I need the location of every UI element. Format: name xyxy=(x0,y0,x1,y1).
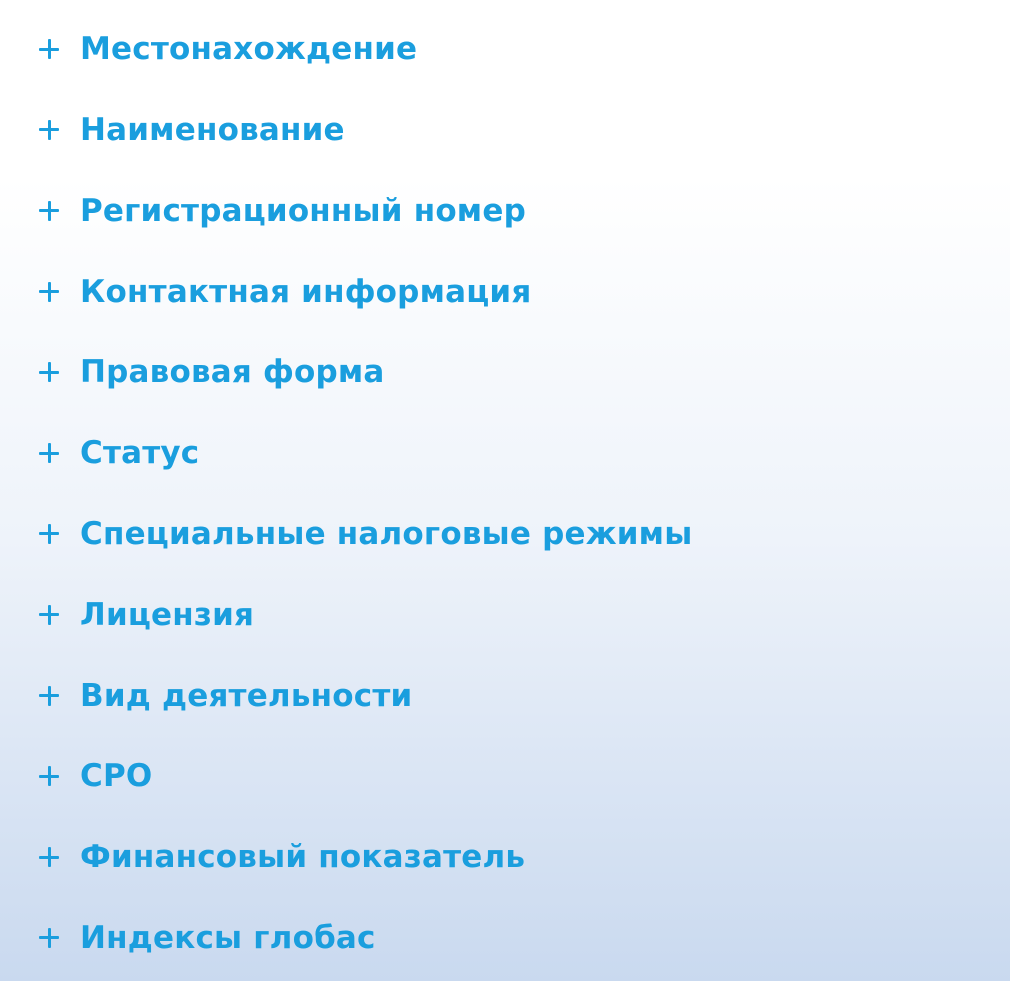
filter-label: Лицензия xyxy=(80,596,255,633)
filter-item-contact-info[interactable] xyxy=(0,251,1010,332)
filter-item-tax-regimes[interactable] xyxy=(0,494,1010,575)
filter-item-status[interactable] xyxy=(0,413,1010,494)
filter-label: Контактная информация xyxy=(80,273,532,310)
filter-label: СРО xyxy=(80,758,153,795)
filter-item-country[interactable] xyxy=(0,0,1010,9)
plus-icon[interactable] xyxy=(38,523,60,545)
plus-icon[interactable] xyxy=(38,361,60,383)
plus-icon[interactable] xyxy=(38,38,60,60)
filter-item-globas-indexes[interactable] xyxy=(0,898,1010,979)
filter-label: Финансовый показатель xyxy=(80,839,526,876)
plus-icon[interactable] xyxy=(38,765,60,787)
filter-label: Наименование xyxy=(80,111,345,148)
plus-icon[interactable] xyxy=(38,200,60,222)
filter-item-activity-type[interactable] xyxy=(0,655,1010,736)
plus-icon[interactable] xyxy=(38,604,60,626)
plus-icon[interactable] xyxy=(38,685,60,707)
filter-label: Местонахождение xyxy=(80,31,418,68)
filter-label: Индексы глобас xyxy=(80,919,376,956)
filter-label: Вид деятельности xyxy=(80,677,413,714)
filter-item-name[interactable] xyxy=(0,90,1010,171)
filter-label: Регистрационный номер xyxy=(80,192,526,229)
filter-item-sro[interactable] xyxy=(0,736,1010,817)
plus-icon[interactable] xyxy=(38,442,60,464)
filter-item-legal-form[interactable] xyxy=(0,332,1010,413)
plus-icon[interactable] xyxy=(38,846,60,868)
plus-icon[interactable] xyxy=(38,281,60,303)
filter-label: Статус xyxy=(80,435,200,472)
filter-label: Правовая форма xyxy=(80,354,385,391)
filter-label: Специальные налоговые режимы xyxy=(80,515,693,552)
filter-item-license[interactable] xyxy=(0,574,1010,655)
filter-item-registration-number[interactable] xyxy=(0,170,1010,251)
filter-item-financial-indicator[interactable] xyxy=(0,817,1010,898)
plus-icon[interactable] xyxy=(38,119,60,141)
plus-icon[interactable] xyxy=(38,927,60,949)
filter-item-location[interactable] xyxy=(0,9,1010,90)
